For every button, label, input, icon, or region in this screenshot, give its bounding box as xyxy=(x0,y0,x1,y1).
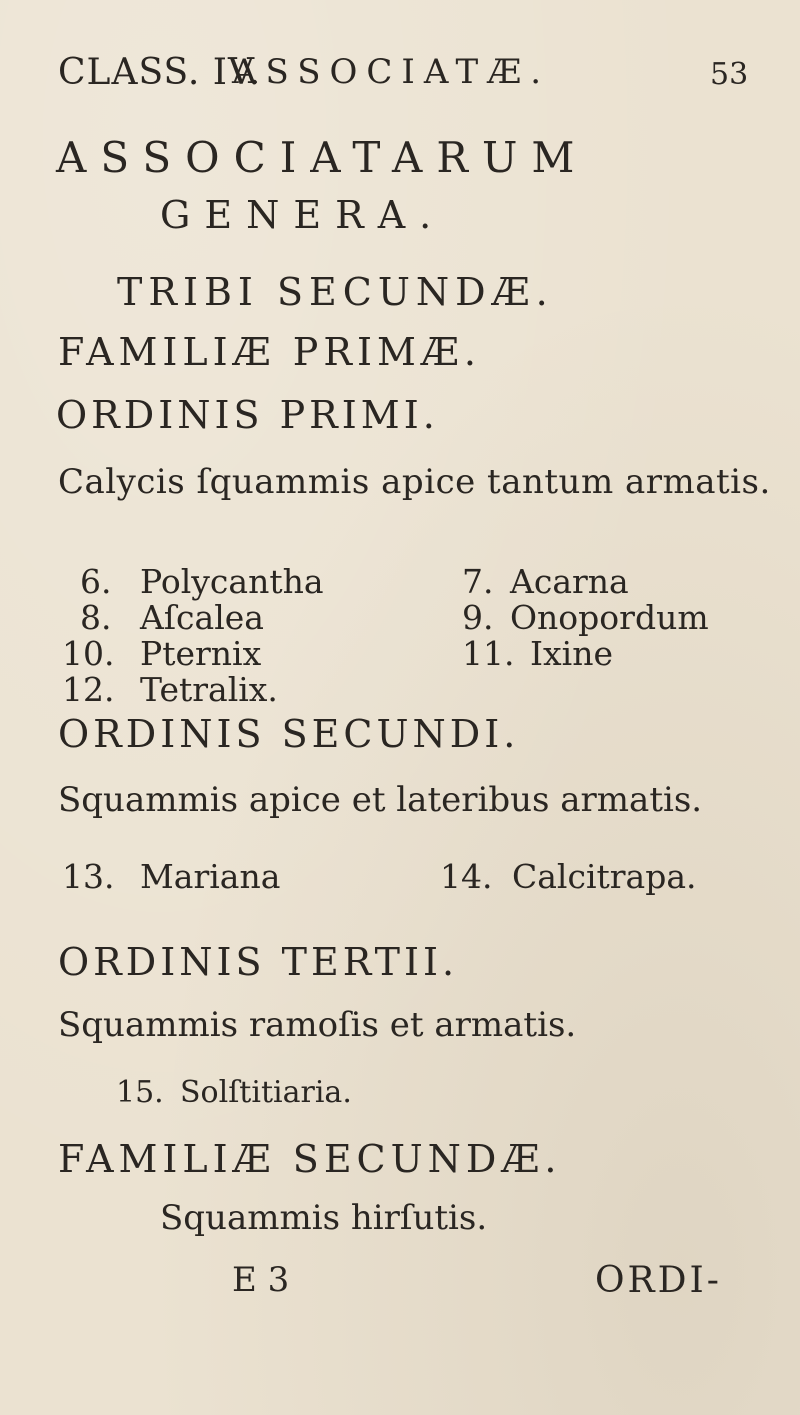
genus-name: Mariana xyxy=(140,857,281,896)
heading-tribus: TRIBI SECUNDÆ. xyxy=(117,270,554,314)
genus-name: Calcitrapa. xyxy=(512,857,697,896)
genus-number: 8. xyxy=(80,598,112,637)
genus-number: 15. xyxy=(116,1075,164,1110)
heading-familia-prima: FAMILIÆ PRIMÆ. xyxy=(58,330,482,374)
genus-number: 6. xyxy=(80,562,112,601)
genus-name: Acarna xyxy=(510,562,629,601)
catchword: ORDI- xyxy=(595,1260,722,1301)
description-familia-secunda: Squammis hirſutis. xyxy=(160,1198,488,1238)
heading-ordo-secundus: ORDINIS SECUNDI. xyxy=(58,712,520,756)
genus-number: 14. xyxy=(440,857,493,896)
description-ordo-primus: Calycis ſquammis apice tantum armatis. xyxy=(58,462,771,502)
heading-ordo-tertius: ORDINIS TERTII. xyxy=(58,940,459,984)
genus-number: 10. xyxy=(62,634,115,673)
description-ordo-tertius: Squammis ramoſis et armatis. xyxy=(58,1005,577,1045)
heading-familia-secunda: FAMILIÆ SECUNDÆ. xyxy=(58,1137,562,1181)
running-head-class: CLASS. IV. xyxy=(58,52,262,93)
genus-name: Tetralix. xyxy=(140,670,278,709)
genus-number: 7. xyxy=(462,562,494,601)
heading-associatarum: ASSOCIATARUM xyxy=(56,133,589,182)
genus-name: Aſcalea xyxy=(140,598,264,637)
genus-name: Onopordum xyxy=(510,598,709,637)
signature-mark: E 3 xyxy=(232,1260,290,1300)
running-head-title: ASSOCIATÆ. xyxy=(232,52,551,92)
heading-genera: GENERA. xyxy=(160,193,446,237)
genus-name: Solſtitiaria. xyxy=(180,1075,352,1110)
page-number: 53 xyxy=(710,57,749,92)
genus-name: Ixine xyxy=(530,634,613,673)
genus-number: 9. xyxy=(462,598,494,637)
genus-number: 12. xyxy=(62,670,115,709)
genus-number: 13. xyxy=(62,857,115,896)
heading-ordo-primus: ORDINIS PRIMI. xyxy=(56,393,439,437)
genus-name: Polycantha xyxy=(140,562,324,601)
genus-number: 11. xyxy=(462,634,515,673)
genus-name: Pternix xyxy=(140,634,262,673)
description-ordo-secundus: Squammis apice et lateribus armatis. xyxy=(58,780,703,820)
